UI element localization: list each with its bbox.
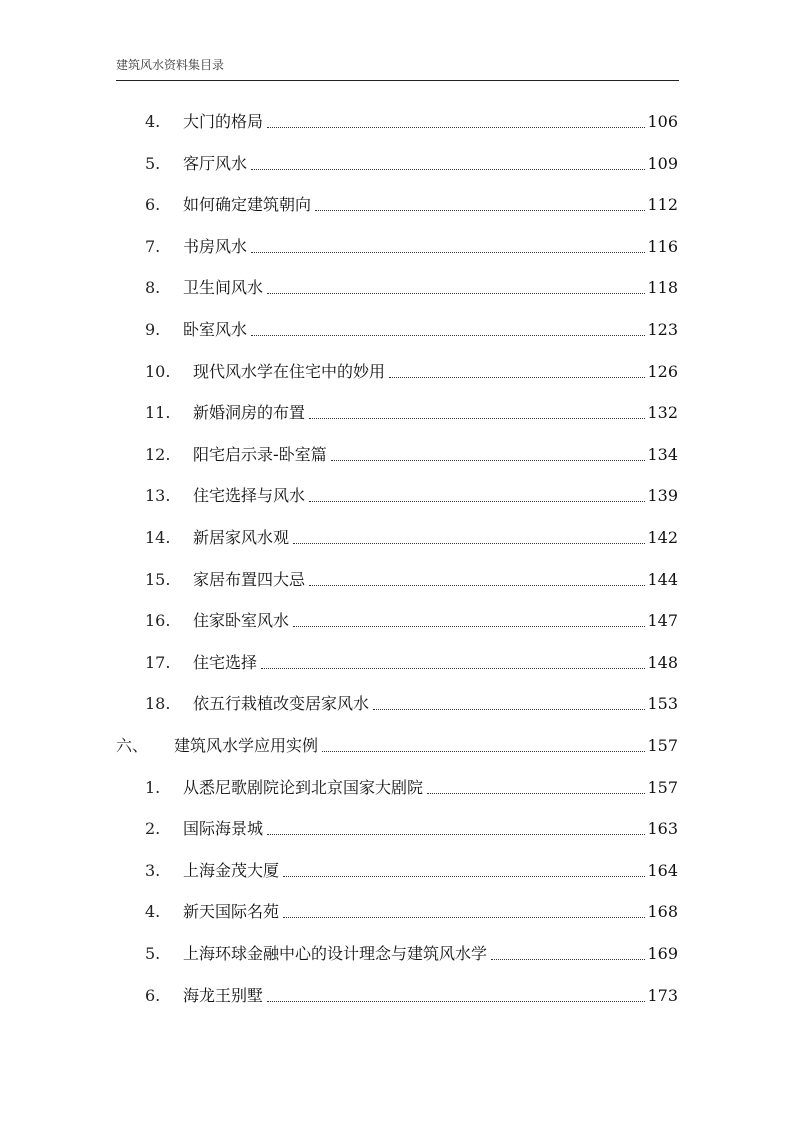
toc-entry-number: 16. (145, 611, 171, 631)
toc-entry-title: 国际海景城 (183, 819, 264, 839)
toc-entry-title: 书房风水 (183, 236, 248, 256)
toc-entry-number: 15. (145, 569, 171, 589)
toc-entry-page: 173 (647, 985, 678, 1005)
toc-dot-leader (491, 959, 645, 960)
toc-entry-number: 3. (145, 860, 161, 880)
toc-entry-title: 建筑风水学应用实例 (174, 736, 319, 755)
toc-entry-number: 9. (145, 320, 161, 339)
toc-entry-title: 依五行栽植改变居家风水 (193, 694, 370, 714)
toc-entry[interactable] (145, 982, 678, 1006)
toc-dot-leader (293, 543, 645, 544)
toc-dot-leader (261, 668, 645, 669)
toc-entry[interactable] (145, 690, 678, 714)
toc-dot-leader (315, 210, 645, 211)
toc-entry[interactable] (145, 191, 678, 215)
toc-entry[interactable] (145, 649, 678, 673)
toc-dot-leader (251, 335, 645, 336)
toc-entry-number: 18. (145, 694, 171, 714)
page-header (116, 58, 679, 81)
toc-entry-title: 新天国际名苑 (183, 902, 280, 922)
toc-entry-number: 10. (145, 361, 171, 381)
toc-entry-title: 住家卧室风水 (193, 611, 290, 631)
toc-entry-page: 109 (647, 153, 678, 173)
toc-entry-title: 现代风水学在住宅中的妙用 (193, 361, 386, 381)
toc-entry-page: 169 (647, 944, 678, 963)
toc-entry[interactable] (145, 607, 678, 631)
toc-entry[interactable] (145, 815, 678, 839)
toc-dot-leader (251, 169, 645, 170)
toc-entry-number: 11. (145, 403, 171, 423)
toc-entry-number: 4. (145, 902, 161, 922)
toc-entry-page: 139 (647, 486, 678, 506)
toc-entry-page: 144 (647, 569, 678, 589)
toc-entry-title: 客厅风水 (183, 153, 248, 173)
toc-entry-title: 卫生间风水 (183, 278, 264, 298)
toc-entry[interactable] (145, 940, 678, 964)
toc-entry-number: 7. (145, 236, 161, 256)
toc-entry-page: 157 (647, 736, 678, 755)
toc-entry[interactable] (145, 441, 678, 465)
toc-entry-page: 153 (647, 694, 678, 714)
toc-entry[interactable] (145, 482, 678, 506)
toc-dot-leader (267, 127, 645, 128)
toc-entry-number: 5. (145, 153, 161, 173)
toc-entry[interactable] (145, 774, 678, 798)
toc-entry-page: 147 (647, 611, 678, 631)
toc-entry-title: 住宅选择 (193, 652, 258, 672)
toc-dot-leader (309, 501, 645, 502)
toc-entry-page: 157 (647, 777, 678, 797)
toc-entry[interactable] (145, 857, 678, 881)
toc-entry-title: 阳宅启示录-卧室篇 (193, 444, 327, 464)
toc-dot-leader (373, 709, 645, 710)
toc-dot-leader (331, 460, 646, 461)
toc-entry[interactable] (145, 898, 678, 922)
toc-dot-leader (322, 751, 645, 752)
toc-entry-title: 卧室风水 (183, 320, 248, 339)
toc-entry-number: 17. (145, 652, 171, 672)
toc-entry-page: 123 (647, 320, 678, 339)
header-title: 建筑风水资料集目录 (116, 58, 225, 72)
toc-entry-page: 112 (647, 195, 678, 215)
toc-entry-page: 142 (647, 528, 678, 547)
toc-entry-page: 106 (647, 112, 678, 131)
toc-entry-page: 148 (647, 652, 678, 672)
toc-entry[interactable] (145, 274, 678, 298)
toc-entry-page: 118 (647, 278, 678, 298)
toc-entry-title: 从悉尼歌剧院论到北京国家大剧院 (183, 777, 424, 797)
toc-entry-number: 6. (145, 985, 161, 1005)
toc-entry[interactable] (145, 358, 678, 382)
toc-entry[interactable] (145, 233, 678, 257)
toc-dot-leader (251, 252, 645, 253)
toc-entry-number: 8. (145, 278, 161, 298)
toc-entry-title: 上海环球金融中心的设计理念与建筑风水学 (183, 944, 488, 963)
toc-entry-page: 116 (647, 236, 678, 256)
toc-dot-leader (389, 377, 645, 378)
toc-entry-number: 5. (145, 944, 161, 963)
toc-entry-title: 上海金茂大厦 (183, 860, 280, 880)
toc-entry-page: 134 (647, 444, 678, 464)
toc-entry-title: 新婚洞房的布置 (193, 403, 306, 423)
toc-entry-number: 6. (145, 195, 161, 215)
toc-entry-page: 126 (647, 361, 678, 381)
toc-dot-leader (267, 1001, 645, 1002)
toc-entry-page: 132 (647, 403, 678, 423)
toc-entry[interactable] (145, 399, 678, 423)
toc-entry-number: 13. (145, 486, 171, 506)
toc-entry[interactable] (145, 108, 678, 132)
toc-entry[interactable] (145, 316, 678, 340)
toc-entry-title: 住宅选择与风水 (193, 486, 306, 506)
toc-entry-page: 164 (647, 860, 678, 880)
toc-dot-leader (283, 876, 645, 877)
toc-dot-leader (309, 585, 645, 586)
toc-entry-number: 14. (145, 528, 171, 547)
toc-entry-number: 12. (145, 444, 171, 464)
toc-entry[interactable] (145, 566, 678, 590)
toc-entry-number: 1. (145, 777, 161, 797)
toc-entry[interactable] (145, 524, 678, 548)
toc-entry-number: 4. (145, 112, 161, 131)
toc-dot-leader (267, 834, 645, 835)
toc-entry-title: 家居布置四大忌 (193, 569, 306, 589)
toc-entry-title: 新居家风水观 (193, 528, 290, 547)
toc-dot-leader (283, 917, 645, 918)
toc-dot-leader (427, 793, 645, 794)
toc-entry-title: 如何确定建筑朝向 (183, 195, 312, 215)
toc-entry-page: 163 (647, 819, 678, 839)
toc-dot-leader (267, 293, 645, 294)
toc-entry[interactable] (116, 732, 678, 756)
toc-entry[interactable] (145, 150, 678, 174)
toc-entry-number: 2. (145, 819, 161, 839)
toc-dot-leader (309, 418, 645, 419)
toc-entry-number: 六、 (116, 736, 149, 755)
toc-entry-title: 海龙王别墅 (183, 985, 264, 1005)
toc-entry-page: 168 (647, 902, 678, 922)
toc-entry-title: 大门的格局 (183, 112, 264, 131)
toc-dot-leader (293, 626, 645, 627)
